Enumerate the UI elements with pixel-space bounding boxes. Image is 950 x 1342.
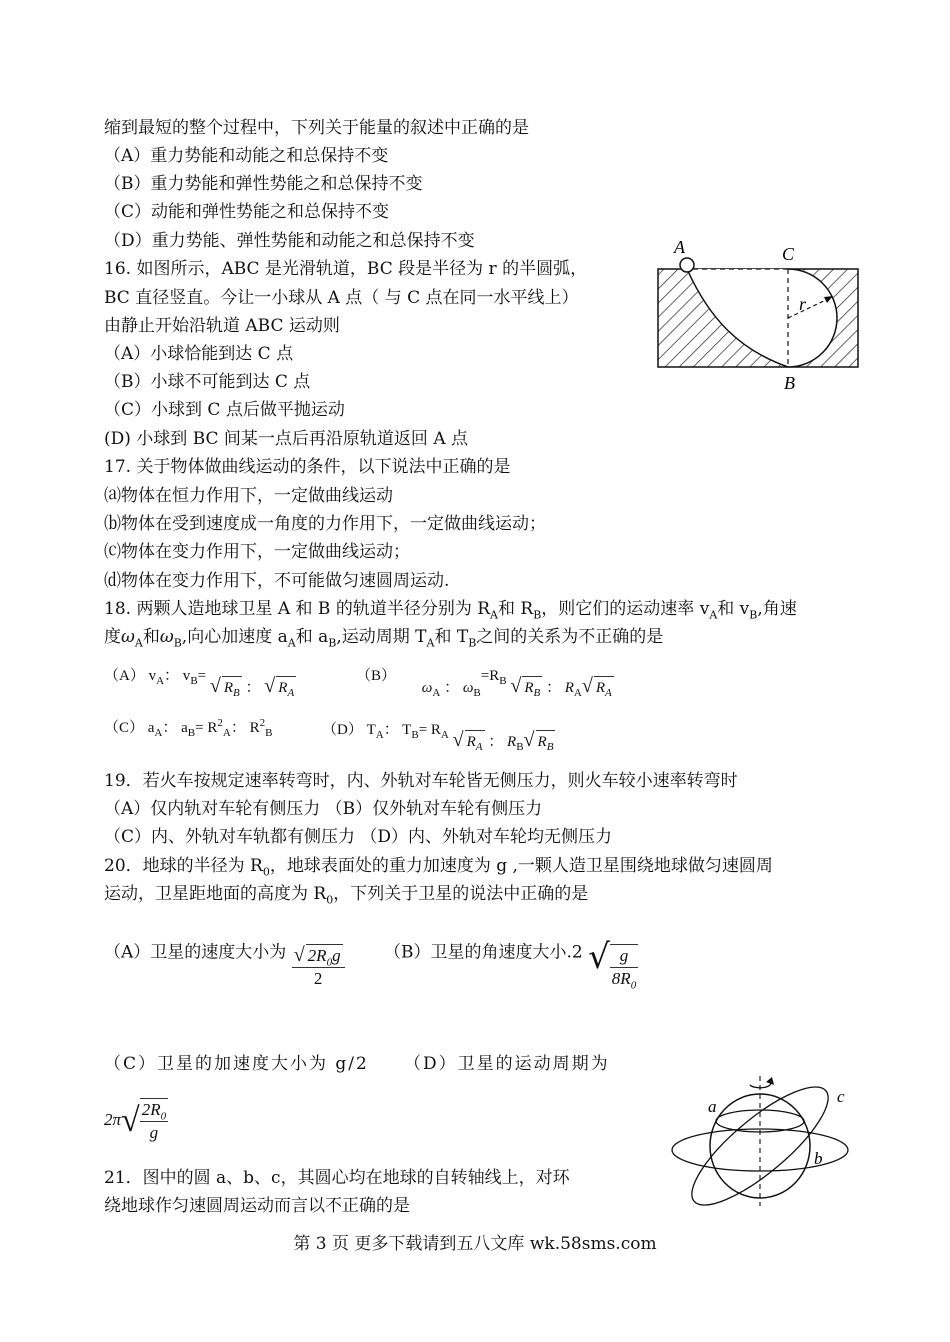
label-r: r	[799, 294, 807, 314]
q20-option-d-formula: 2π√ $\frac{2R_0}{g}$	[104, 1100, 167, 1142]
q16-stem-line-1: 16. 如图所示，ABC 是光滑轨道，BC 段是半径为 r 的半圆弧，	[104, 259, 588, 279]
q19-stem: 19．若火车按规定速率转弯时，内、外轨对车轮皆无侧压力，则火车较小速率转弯时	[104, 771, 738, 791]
label-b: b	[814, 1149, 823, 1168]
q15-option-d: （D）重力势能、弹性势能和动能之和总保持不变	[104, 231, 475, 251]
label-c: c	[837, 1087, 845, 1106]
q16-stem-line-2: BC 直径竖直。今让一小球从 A 点（ 与 C 点在同一水平线上）	[104, 288, 579, 308]
q17-option-c: ⒞物体在变力作用下，一定做曲线运动；	[104, 542, 410, 562]
q20-option-a: （A）卫星的速度大小为 $\frac{√ 2R_0g}{2}$	[104, 930, 345, 976]
q15-option-a: （A）重力势能和动能之和总保持不变	[104, 146, 389, 166]
q18-stem-line-1: 18. 两颗人造地球卫星 A 和 B 的轨道半径分别为 $R_A$和 $R_B$，则它们的运动速率 $v_A$和 $v_B$,角速	[104, 599, 797, 622]
q18-stem-line-2: 度$\omega_A$和$\omega_B$,向心加速度 $a_A$和 $a_B$,运动周期 $T_A$和 $T_B$之间的关系为不正确的是	[104, 627, 664, 650]
q20-option-c: （C）卫星的加速度大小为 g/2	[104, 1054, 369, 1074]
q18-option-d: （D） $T_A$： $T_B= R_A$ √ $R_A$ ： $R_B√$ $R_B$	[322, 722, 554, 753]
page-footer: 第 3 页 更多下载请到五八文库 wk.58sms.com	[293, 1234, 657, 1254]
ball	[680, 258, 694, 272]
q16-option-d: (D) 小球到 BC 间某一点后再沿原轨道返回 A 点	[104, 429, 469, 449]
q20-option-d: （D）卫星的运动周期为	[404, 1054, 610, 1074]
label-a: a	[708, 1097, 717, 1116]
q20-stem-line-1: 20．地球的半径为 $R_0$，地球表面处的重力加速度为 g ,一颗人造卫星围绕地球做匀速圆周	[104, 856, 773, 879]
q21-stem-line-2: 绕地球作匀速圆周运动而言以不正确的是	[104, 1196, 410, 1216]
q16-stem-line-3: 由静止开始沿轨道 ABC 运动则	[104, 316, 340, 336]
q16-track-figure	[650, 240, 865, 395]
q18-option-a: （A） $v_A$： $v_B=$ √ $R_B$ ： √ $R_A$	[104, 668, 295, 699]
q21-stem-line-1: 21．图中的圆 a、b、c，其圆心均在地球的自转轴线上，对环	[104, 1168, 570, 1188]
q15-option-c: （C）动能和弹性势能之和总保持不变	[104, 202, 390, 222]
q20-stem-line-2: 运动，卫星距地面的高度为 $R_0$，下列关于卫星的说法中正确的是	[104, 884, 589, 907]
q16-option-c: （C）小球到 C 点后做平抛运动	[104, 400, 345, 420]
q17-option-d: ⒟物体在变力作用下，不可能做匀速圆周运动.	[104, 571, 450, 591]
label-a: A	[674, 240, 685, 257]
q15-option-b: （B）重力势能和弹性势能之和总保持不变	[104, 174, 423, 194]
q16-option-b: （B）小球不可能到达 C 点	[104, 372, 311, 392]
q21-earth-orbits-figure	[662, 1068, 862, 1210]
q17-option-a: ⒜物体在恒力作用下，一定做曲线运动	[104, 486, 393, 506]
q15-stem-end: 缩到最短的整个过程中，下列关于能量的叙述中正确的是	[104, 118, 529, 138]
q19-options-cd: （C）内、外轨对车轨都有侧压力 （D）内、外轨对车轮均无侧压力	[104, 827, 613, 847]
label-c: C	[782, 244, 795, 264]
q20-option-b: （B）卫星的角速度大小.2 √ $\frac{g}{8R_0}$	[384, 936, 637, 992]
q19-options-ab: （A）仅内轨对车轮有侧压力 （B）仅外轨对车轮有侧压力	[104, 799, 543, 819]
q18-option-b: （B） $\omega_A$ ： $\omega_B=R_B$ √ $R_B$ ： $R_A√$ $R_A$	[356, 668, 612, 699]
q17-stem: 17. 关于物体做曲线运动的条件，以下说法中正确的是	[104, 457, 511, 477]
q18-option-c: （C） $a_A$： $a_B= R^2_A$： $R^2_B$	[104, 717, 273, 739]
label-b: B	[784, 373, 795, 393]
q17-option-b: ⒝物体在受到速度成一角度的力作用下，一定做曲线运动；	[104, 514, 546, 534]
q16-option-a: （A）小球恰能到达 C 点	[104, 344, 294, 364]
